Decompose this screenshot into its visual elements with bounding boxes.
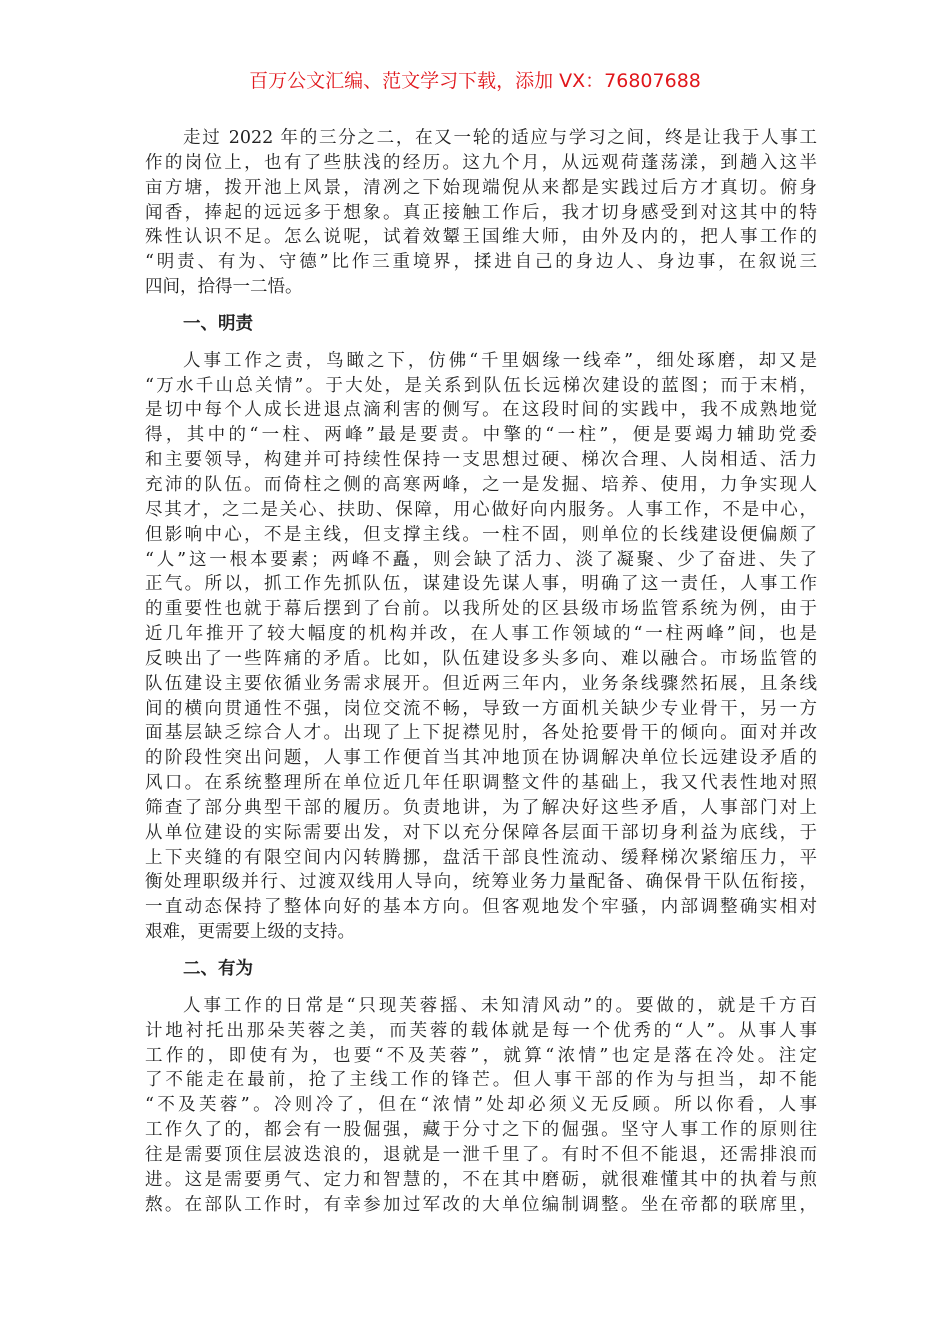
text-line: “人”这一根本要素；两峰不矗，则会缺了活力、淡了凝聚、少了奋进、失了 <box>145 549 817 570</box>
text-line: 四间，拾得一二悟。 <box>145 277 303 298</box>
text-line: “万水千山总关情”。于大处，是关系到队伍长远梯次建设的蓝图；而于末梢， <box>145 375 817 396</box>
text-line: 人事工作的日常是“只现芙蓉摇、未知清风动”的。要做的，就是千方百 <box>183 995 817 1016</box>
text-line: 充沛的队伍。而倚柱之侧的高寒两峰，之一是发掘、培养、使用，力争实现人 <box>145 474 817 495</box>
text-line: 反映出了一些阵痛的矛盾。比如，队伍建设多头多向、难以融合。市场监管的 <box>145 648 817 669</box>
document-body <box>145 126 817 1217</box>
text-line: 面基层缺乏综合人才。出现了上下捉襟见肘，各处抢要骨干的倾向。面对并改 <box>145 723 817 744</box>
text-line: 往是需要顶住层波迭浪的，退就是一泄千里了。有时不但不能退，还需排浪而 <box>145 1144 817 1165</box>
paragraph <box>145 126 817 300</box>
text-line: 筛查了部分典型干部的履历。负责地讲，为了解决好这些矛盾，人事部门对上 <box>145 797 817 818</box>
text-line: 殊性认识不足。怎么说呢，试着效颦王国维大师，由外及内的，把人事工作的 <box>145 227 817 248</box>
text-line: “不及芙蓉”。冷则冷了，但在“浓情”处却必须义无反顾。所以你看，人事 <box>145 1095 817 1116</box>
text-line: 近几年推开了较大幅度的机构并改，在人事工作领域的“一柱两峰”间，也是 <box>145 624 817 645</box>
text-line: 熬。在部队工作时，有幸参加过军改的大单位编制调整。坐在帝都的联席里， <box>145 1194 817 1215</box>
text-line: 亩方塘，拨开池上风景，清冽之下始现端倪从来都是实践过后方才真切。俯身 <box>145 177 817 198</box>
text-line: 得，其中的“一柱、两峰”最是要责。中擎的“一柱”，便是要竭力辅助党委 <box>145 425 817 446</box>
text-line: 作的岗位上，也有了些肤浅的经历。这九个月，从远观荷蓬荡漾，到趟入这半 <box>145 152 817 173</box>
text-line: 尽其才，之二是关心、扶助、保障，用心做好向内服务。人事工作，不是中心， <box>145 499 817 520</box>
text-line: 上下夹缝的有限空间内闪转腾挪，盘活干部良性流动、缓释梯次紧缩压力，平 <box>145 847 817 868</box>
section-heading: 二、有为 <box>183 959 253 979</box>
text-line: 走过 2022 年的三分之二，在又一轮的适应与学习之间，终是让我于人事工 <box>183 128 817 148</box>
text-line: 了不能走在最前，抢了主线工作的锋芒。但人事干部的作为与担当，却不能 <box>145 1070 817 1091</box>
text-line: 但影响中心，不是主线，但支撑主线。一柱不固，则单位的长线建设便偏颇了 <box>145 524 817 545</box>
text-line: 衡处理职级并行、过渡双线用人导向，统筹业务力量配备、确保骨干队伍衔接， <box>145 872 817 893</box>
text-line: 闻香，捧起的远远多于想象。真正接触工作后，我才切身感受到对这其中的特 <box>145 202 817 223</box>
text-line: 正气。所以，抓工作先抓队伍，谋建设先谋人事，明确了这一责任，人事工作 <box>145 574 817 595</box>
text-line: 是切中每个人成长进退点滴利害的侧写。在这段时间的实践中，我不成熟地觉 <box>145 400 817 421</box>
text-line: 工作久了的，都会有一股倔强，藏于分寸之下的倔强。坚守人事工作的原则往 <box>145 1120 817 1141</box>
paragraph <box>145 994 817 1218</box>
section-heading: 一、明责 <box>183 313 253 334</box>
text-line: 风口。在系统整理所在单位近几年任职调整文件的基础上，我又代表性地对照 <box>145 773 817 794</box>
text-line: “明责、有为、守德”比作三重境界，揉进自己的身边人、身边事，在叙说三 <box>145 252 817 273</box>
text-line: 一直动态保持了整体向好的基本方向。但客观地发个牢骚，内部调整确实相对 <box>145 897 817 918</box>
text-line: 和主要领导，构建并可持续性保持一支思想过硬、梯次合理、人岗相适、活力 <box>145 450 817 471</box>
paragraph <box>145 349 817 945</box>
text-line: 工作的，即使有为，也要“不及芙蓉”，就算“浓情”也定是落在冷处。注定 <box>145 1045 817 1066</box>
text-line: 队伍建设主要依循业务需求展开。但近两三年内，业务条线骤然拓展，且条线 <box>145 673 817 694</box>
download-banner: 百万公文汇编、范文学习下载，添加 VX：76807688 <box>249 70 701 92</box>
text-line: 的重要性也就于幕后摆到了台前。以我所处的区县级市场监管系统为例，由于 <box>145 599 817 620</box>
text-line: 进。这是需要勇气、定力和智慧的，不在其中磨砺，就很难懂其中的执着与煎 <box>145 1169 817 1190</box>
text-line: 间的横向贯通性不强，岗位交流不畅，导致一方面机关缺少专业骨干，另一方 <box>145 698 817 719</box>
text-line: 计地衬托出那朵芙蓉之美，而芙蓉的载体就是每一个优秀的“人”。从事人事 <box>145 1020 817 1041</box>
text-line: 的阶段性突出问题，人事工作便首当其冲地顶在协调解决单位长远建设矛盾的 <box>145 748 817 769</box>
text-line: 人事工作之责，鸟瞰之下，仿佛“千里姻缘一线牵”，细处琢磨，却又是 <box>183 350 817 371</box>
text-line: 艰难，更需要上级的支持。 <box>145 922 355 943</box>
text-line: 从单位建设的实际需要出发，对下以充分保障各层面干部切身利益为底线，于 <box>145 822 817 843</box>
